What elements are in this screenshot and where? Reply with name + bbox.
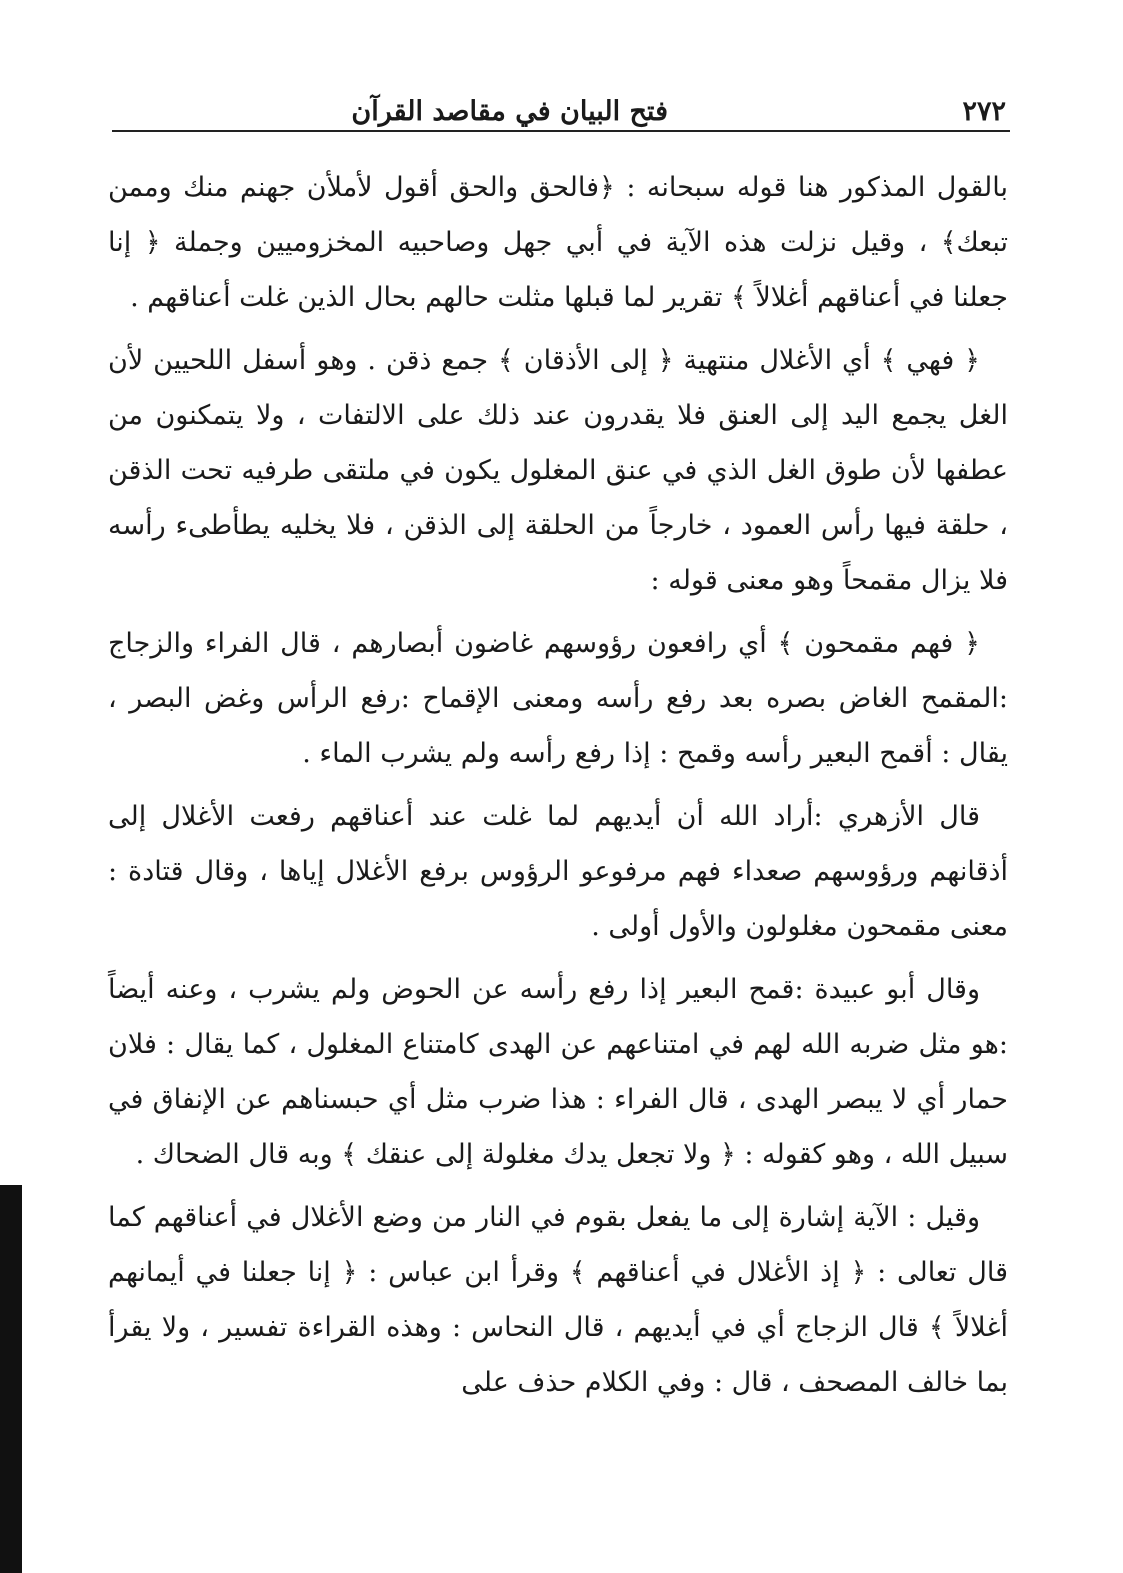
page-number: ٢٧٢ [962,96,1006,127]
paragraph: وقيل : الآية إشارة إلى ما يفعل بقوم في النار من وضع الأغلال في أعناقهم كما قال تعالى : ﴿ إذ الأغلال في أعناقهم ﴾ وقرأ ابن عباس : ﴿ إنا جعلنا في أيمانهم أغلالاً ﴾ قال الزجاج أي في أيديهم ، قال النحاس : وهذه القراءة تفسير ، ولا يقرأ بما خالف المصحف ، قال : وفي الكلام حذف على [108,1202,1008,1398]
header-rule [112,130,1010,132]
running-title: فتح البيان في مقاصد القرآن [351,96,668,127]
paragraph: قال الأزهري :أراد الله أن أيديهم لما غلت عند أعناقهم رفعت الأغلال إلى أذقانهم ورؤوسهم صعداء فهم مرفوعو الرؤوس برفع الأغلال إياها ، وقال قتادة : معنى مقمحون مغلولون والأول أولى . [108,801,1008,942]
page-body [108,160,1008,1418]
scan-edge-shadow [0,1185,22,1573]
paragraph: ﴿ فهي ﴾ أي الأغلال منتهية ﴿ إلى الأذقان ﴾ جمع ذقن . وهو أسفل اللحيين لأن الغل يجمع اليد إلى العنق فلا يقدرون عند ذلك على الالتفات ، ولا يتمكنون من عطفها لأن طوق الغل الذي في عنق المغلول يكون في ملتقى طرفيه تحت الذقن ، حلقة فيها رأس العمود ، خارجاً من الحلقة إلى الذقن ، فلا يخليه يطأطىء رأسه فلا يزال مقمحاً وهو معنى قوله : [108,345,1008,596]
paragraph: وقال أبو عبيدة :قمح البعير إذا رفع رأسه عن الحوض ولم يشرب ، وعنه أيضاً :هو مثل ضربه الله لهم في امتناعهم عن الهدى كامتناع المغلول ، كما يقال : فلان حمار أي لا يبصر الهدى ، قال الفراء : هذا ضرب مثل أي حبسناهم عن الإنفاق في سبيل الله ، وهو كقوله : ﴿ ولا تجعل يدك مغلولة إلى عنقك ﴾ وبه قال الضحاك . [108,974,1008,1170]
paragraph: بالقول المذكور هنا قوله سبحانه : ﴿فالحق والحق أقول لأملأن جهنم منك وممن تبعك﴾ ، وقيل نزلت هذه الآية في أبي جهل وصاحبيه المخزوميين وجملة ﴿ إنا جعلنا في أعناقهم أغلالاً ﴾ تقرير لما قبلها مثلت حالهم بحال الذين غلت أعناقهم . [108,172,1008,313]
paragraph: ﴿ فهم مقمحون ﴾ أي رافعون رؤوسهم غاضون أبصارهم ، قال الفراء والزجاج :المقمح الغاض بصره بعد رفع رأسه ومعنى الإقماح :رفع الرأس وغض البصر ، يقال : أقمح البعير رأسه وقمح : إذا رفع رأسه ولم يشرب الماء . [108,628,1008,769]
